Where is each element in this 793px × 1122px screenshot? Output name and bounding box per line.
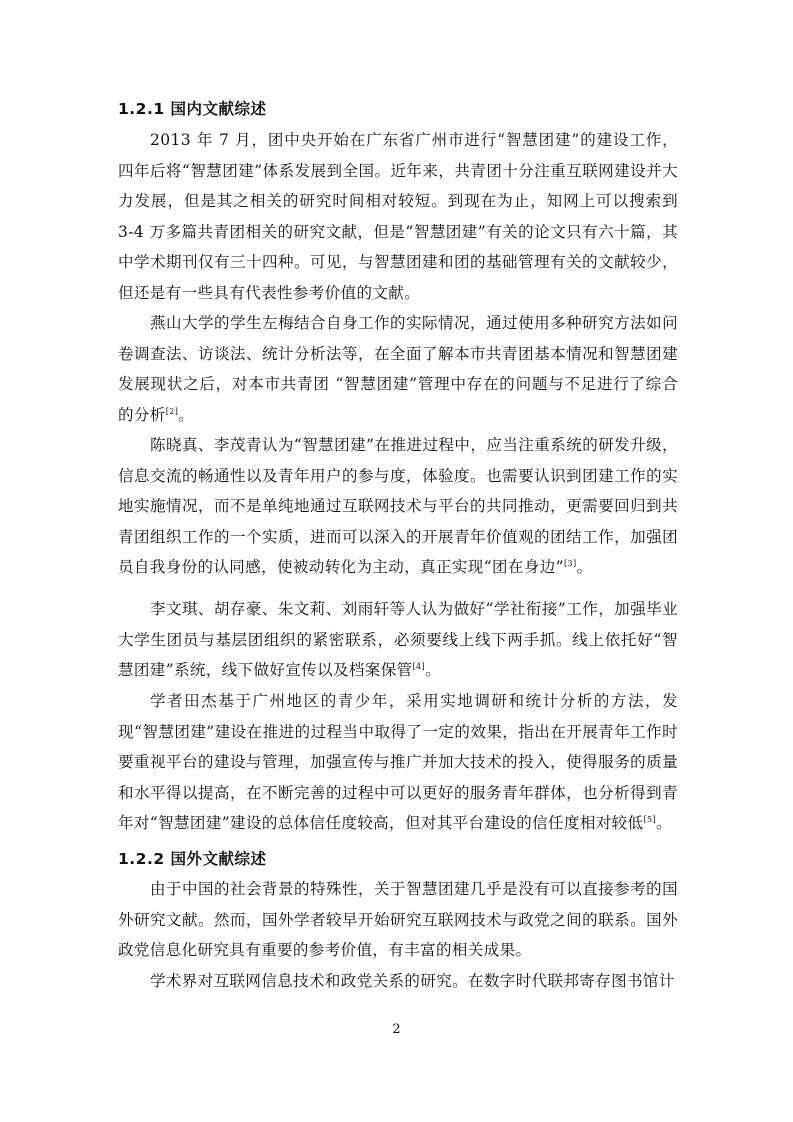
paragraph-tail: 。: [656, 814, 672, 832]
paragraph-text: 陈晓真、李茂青认为“智慧团建”在推进过程中，应当注重系统的研发升级，信息交流的畅通性以及青年用户的参与度，体验度。也需要认识到团建工作的实地实施情况，而不是单纯地通过互联网技术与平台的共同推动，更需要回归到共青团组织工作的一个实质，进而可以深入的开展青年价值观的团结工作，加强团员自我身份的认同感，使被动转化为主动，真正实现“团在身边”: [118, 436, 678, 576]
citation-ref: [3]: [563, 559, 577, 568]
section-heading-domestic: 1.2.1 国内文献综述: [118, 100, 267, 118]
paragraph-3: [118, 430, 678, 583]
paragraph-2: [118, 308, 678, 430]
paragraph-tail: 。: [576, 558, 593, 576]
page-number: 2: [392, 1022, 401, 1037]
section-heading-foreign: 1.2.2 国外文献综述: [118, 850, 267, 868]
citation-ref: [4]: [412, 662, 426, 671]
paragraph-4: [118, 594, 678, 686]
paragraph-tail: 。: [425, 661, 441, 679]
paragraph-text: 李文琪、胡存豪、朱文莉、刘雨轩等人认为做好“学社衔接”工作，加强毕业大学生团员与基层团组织的紧密联系，必须要线上线下两手抓。线上依托好“智慧团建”系统，线下做好宣传以及档案保管: [118, 600, 678, 679]
paragraph-6: [118, 874, 678, 966]
citation-ref: [2]: [165, 406, 179, 416]
paragraph-1: [118, 125, 678, 308]
paragraph-text: 由于中国的社会背景的特殊性，关于智慧团建几乎是没有可以直接参考的国外研究文献。然而，国外学者较早开始研究互联网技术与政党之间的联系。国外政党信息化研究具有重要的参考价值，有丰富的相关成果。: [118, 880, 678, 959]
paragraph-text: 燕山大学的学生左梅结合自身工作的实际情况，通过使用多种研究方法如问卷调查法、访谈法、统计分析法等，在全面了解本市共青团基本情况和智慧团建发展现状之后，对本市共青团 “智慧团建”管理中存在的问题与不足进行了综合的分析: [118, 314, 678, 424]
paragraph-text: 2013 年 7 月，团中央开始在广东省广州市进行“智慧团建”的建设工作， 四年后将“智慧团建”体系发展到全国。近年来，共青团十分注重互联网建设并大力发展，但是其之相关的研究时间相对较短。到现在为止，知网上可以搜索到 3-4 万多篇共青团相关的研究文献，但是“智慧团建”有关的论文只有六十篇，其中学术期刊仅有三十四种。可见，与智慧团建和团的基础管理有关的文献较少，但还是有一些具有代表性参考价值的文献。: [118, 131, 678, 302]
paragraph-text: 学者田杰基于广州地区的青少年，采用实地调研和统计分析的方法，发现“智慧团建”建设在推进的过程当中取得了一定的效果，指出在开展青年工作时要重视平台的建设与管理，加强宣传与推广并加大技术的投入，使得服务的质量和水平得以提高，在不断完善的过程中可以更好的服务青年群体，也分析得到青年对“智慧团建”建设的总体信任度较高，但对其平台建设的信任度相对较低: [118, 692, 678, 832]
paragraph-7: [118, 966, 678, 997]
paragraph-text: 学术界对互联网信息技术和政党关系的研究。在数字时代联邦寄存图书馆计: [150, 972, 675, 990]
citation-ref: [5]: [643, 815, 656, 824]
paragraph-tail: 。: [178, 405, 195, 424]
paragraph-5: [118, 686, 678, 839]
